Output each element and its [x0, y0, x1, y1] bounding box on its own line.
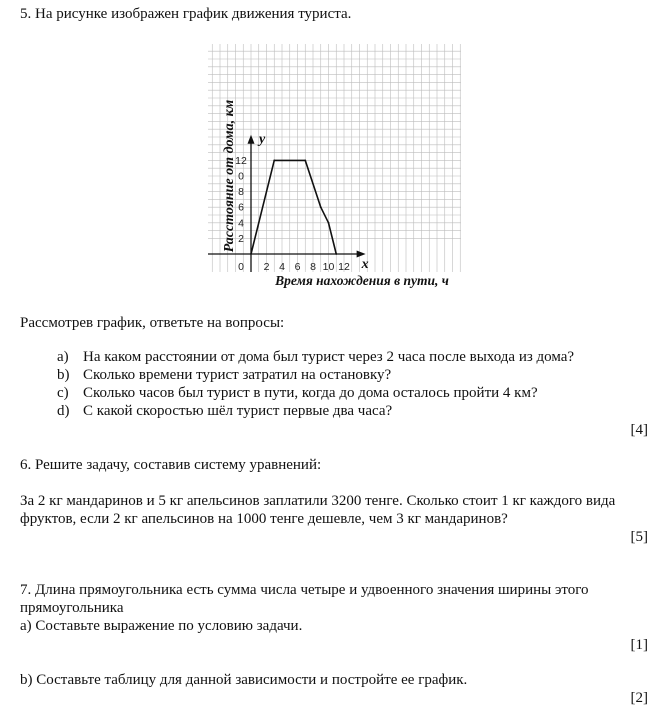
trip-point — [328, 222, 330, 224]
x-tick-label: 10 — [322, 261, 335, 273]
task7-text-line2: прямоугольника — [20, 600, 124, 616]
y-axis-title: Расстояние от дома, км — [222, 99, 237, 253]
chart-tick-labels — [235, 155, 350, 273]
task6-text-line1: За 2 кг мандаринов и 5 кг апельсинов заплатили 3200 тенге. Сколько стоит 1 кг каждого вида — [20, 493, 616, 509]
x-tick-label: 4 — [279, 261, 285, 273]
question-c-letter: c) — [57, 385, 69, 401]
question-d-letter: d) — [57, 403, 70, 419]
trip-point — [304, 160, 306, 162]
task5-score: [4] — [630, 422, 648, 438]
x-tick-label: 12 — [338, 261, 350, 273]
question-c-text: Сколько часов был турист в пути, когда до дома осталось пройти 4 км? — [83, 385, 538, 401]
trip-point — [320, 206, 322, 208]
y-tick-label: 4 — [238, 217, 244, 230]
y-tick-label: 8 — [238, 186, 244, 199]
task7-score-a: [1] — [630, 637, 648, 653]
task6-text-line2: фруктов, если 2 кг апельсинов на 1000 тенге дешевле, чем 3 кг мандаринов? — [20, 511, 508, 527]
question-d-text: С какой скоростью шёл турист первые два часа? — [83, 403, 393, 419]
x-tick-label: 6 — [294, 261, 301, 273]
task5-intro: Рассмотрев график, ответьте на вопросы: — [20, 315, 285, 331]
question-a-letter: a) — [57, 349, 69, 365]
task7-part-a: а) Составьте выражение по условию задачи. — [20, 618, 303, 634]
task5-heading: 5. На рисунке изображен график движения туриста. — [20, 6, 352, 22]
x-tick-label: 8 — [310, 261, 316, 273]
trip-point — [250, 253, 252, 255]
y-tick-label: 2 — [238, 232, 244, 245]
task6-score: [5] — [630, 529, 648, 545]
x-axis-title: Время нахождения в пути, ч — [275, 273, 449, 288]
y-tick-label: 6 — [238, 201, 244, 214]
task7-part-b: b) Составьте таблицу для данной зависимости и постройте ее график. — [20, 672, 468, 688]
task7-score-b: [2] — [630, 690, 648, 706]
x-tick-label: 2 — [263, 261, 270, 273]
x-axis-letter: x — [361, 257, 369, 272]
trip-point — [335, 253, 337, 255]
y-axis-letter: y — [259, 131, 266, 147]
task7-text-line1: 7. Длина прямоугольника есть сумма числа четыре и удвоенного значения ширины этого — [20, 582, 589, 598]
y-axis-arrow — [248, 135, 255, 144]
question-a-text: На каком расстоянии от дома был турист через 2 часа после выхода из дома? — [83, 349, 575, 365]
y-tick-label: 0 — [238, 170, 244, 183]
question-b-text: Сколько времени турист затратил на остановку? — [83, 367, 392, 383]
task6-heading: 6. Решите задачу, составив систему уравнений: — [20, 457, 322, 473]
y-tick-label: 12 — [235, 154, 247, 167]
origin-label: 0 — [238, 261, 244, 273]
distance-time-chart — [205, 36, 475, 290]
question-b-letter: b) — [57, 367, 70, 383]
trip-point — [273, 160, 275, 162]
